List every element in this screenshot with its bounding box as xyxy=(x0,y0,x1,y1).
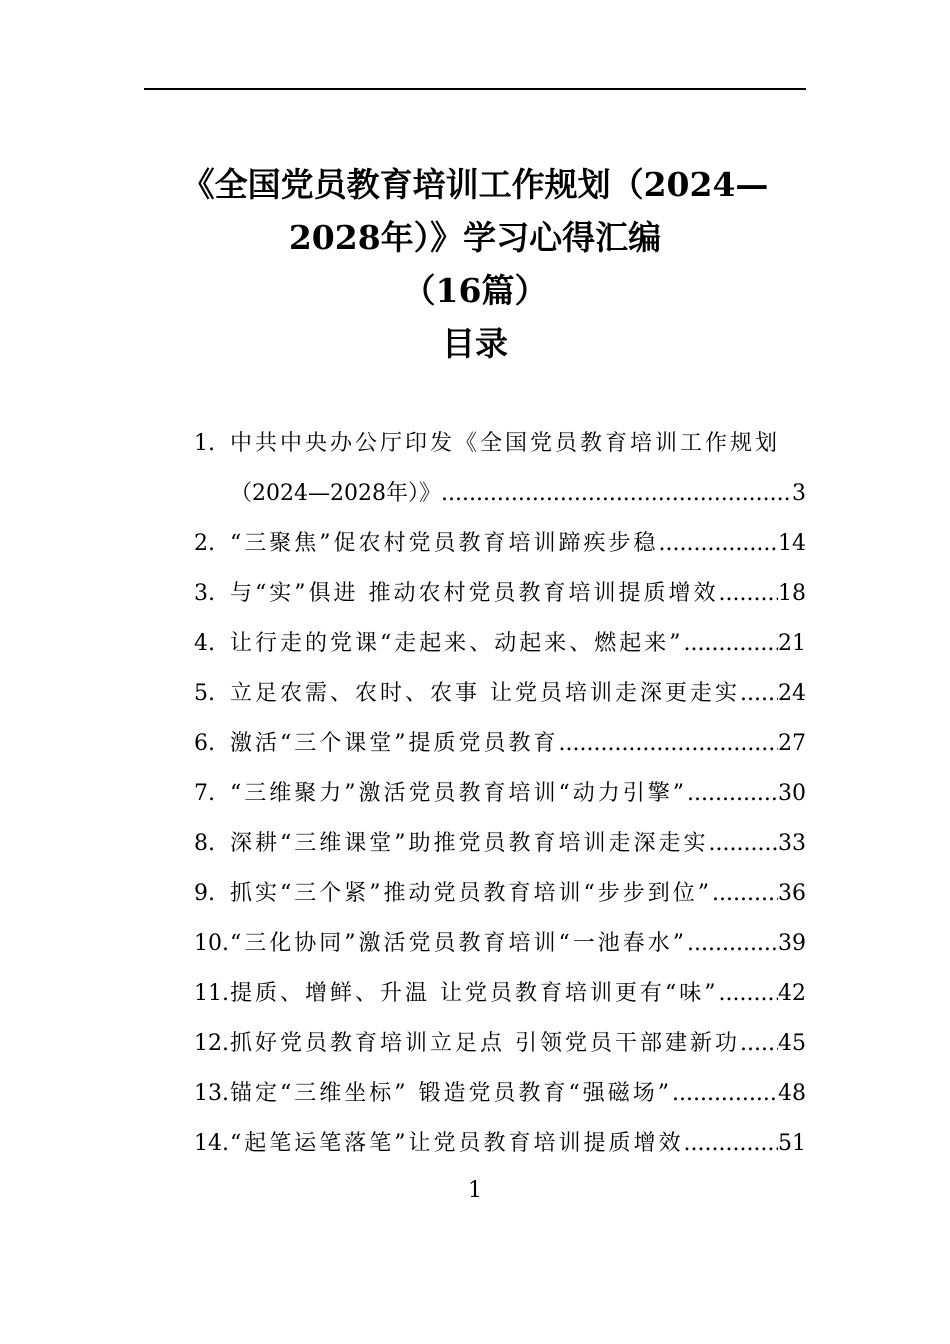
toc-leader-dots xyxy=(719,969,779,1019)
toc-entry-number: 14. xyxy=(194,1131,229,1156)
toc-entry-page: 45 xyxy=(778,1031,806,1056)
toc-entry-page: 24 xyxy=(778,681,806,706)
toc-entry-number: 6. xyxy=(194,731,215,756)
toc-entry-title: 锚定“三维坐标” 锻造党员教育“强磁场” xyxy=(230,1081,672,1106)
toc-entry-title: 立足农需、农时、农事 让党员培训走深更走实 xyxy=(230,681,740,706)
toc-entry-number: 10. xyxy=(194,931,229,956)
toc-entry-page: 33 xyxy=(778,831,806,856)
toc-entry-title: 中共中央办公厅印发《全国党员教育培训工作规划 xyxy=(230,431,781,456)
table-of-contents xyxy=(194,419,806,1169)
toc-leader-dots xyxy=(684,619,779,669)
toc-leader-dots xyxy=(659,519,779,569)
toc-entry-number: 9. xyxy=(194,881,215,906)
toc-entry-number: 7. xyxy=(194,781,215,806)
toc-entry-number: 12. xyxy=(194,1031,229,1056)
toc-leader-dots xyxy=(559,719,779,769)
toc-entry-number: 1. xyxy=(194,431,215,456)
toc-entry[interactable] xyxy=(194,419,806,519)
title-line-2: 2028年）》学习心得汇编 xyxy=(288,218,662,257)
toc-entry-number: 2. xyxy=(194,531,215,556)
toc-entry-page: 30 xyxy=(778,781,806,806)
toc-entry-title: 提质、增鲜、升温 让党员教育培训更有“味” xyxy=(230,981,719,1006)
toc-entry-title: “三化协同”激活党员教育培训“一池春水” xyxy=(230,931,687,956)
toc-entry-title: 与“实”俱进 推动农村党员教育培训提质增效 xyxy=(230,581,719,606)
toc-leader-dots xyxy=(687,919,778,969)
toc-entry[interactable] xyxy=(194,1119,806,1169)
toc-entry-page: 51 xyxy=(778,1131,806,1156)
toc-entry[interactable] xyxy=(194,819,806,869)
toc-entry-page: 42 xyxy=(778,981,806,1006)
toc-entry[interactable] xyxy=(194,619,806,669)
toc-entry-title: 抓实“三个紧”推动党员教育培训“步步到位” xyxy=(230,881,712,906)
title-line-3: （16篇） xyxy=(402,271,548,310)
header-rule xyxy=(144,88,806,90)
toc-entry-page: 48 xyxy=(778,1081,806,1106)
toc-entry-title: “三维聚力”激活党员教育培训“动力引擎” xyxy=(230,781,687,806)
toc-leader-dots xyxy=(740,669,778,719)
document-title xyxy=(100,158,850,370)
toc-entry-number: 11. xyxy=(194,981,229,1006)
toc-heading: 目录 xyxy=(442,324,508,363)
toc-leader-dots xyxy=(672,1069,778,1119)
toc-entry[interactable] xyxy=(194,919,806,969)
toc-entry-page: 27 xyxy=(778,731,806,756)
toc-entry-number: 5. xyxy=(194,681,215,706)
toc-entry-number: 13. xyxy=(194,1081,229,1106)
toc-entry-number: 8. xyxy=(194,831,215,856)
toc-entry-title: “三聚焦”促农村党员教育培训蹄疾步稳 xyxy=(230,531,659,556)
toc-entry[interactable] xyxy=(194,519,806,569)
toc-entry[interactable] xyxy=(194,769,806,819)
toc-entry-title: 抓好党员教育培训立足点 引领党员干部建新功 xyxy=(230,1031,740,1056)
toc-entry-page: 14 xyxy=(778,531,806,556)
toc-leader-dots xyxy=(709,819,779,869)
toc-entry-number: 3. xyxy=(194,581,215,606)
toc-entry-number: 4. xyxy=(194,631,215,656)
title-line-1: 《全国党员教育培训工作规划（2024— xyxy=(181,165,769,204)
toc-entry[interactable] xyxy=(194,869,806,919)
toc-entry-page: 18 xyxy=(778,581,806,606)
toc-entry[interactable] xyxy=(194,1019,806,1069)
toc-entry[interactable] xyxy=(194,569,806,619)
toc-entry-title: 激活“三个课堂”提质党员教育 xyxy=(230,731,559,756)
toc-entry-page: 36 xyxy=(778,881,806,906)
toc-entry-title: 深耕“三维课堂”助推党员教育培训走深走实 xyxy=(230,831,709,856)
toc-entry[interactable] xyxy=(194,669,806,719)
toc-leader-dots xyxy=(687,769,778,819)
toc-entry-page: 39 xyxy=(778,931,806,956)
toc-entry-page: 3 xyxy=(792,481,806,506)
page-number: 1 xyxy=(468,1178,482,1203)
toc-leader-dots xyxy=(740,1019,778,1069)
toc-leader-dots xyxy=(441,469,792,519)
toc-leader-dots xyxy=(719,569,779,619)
toc-entry[interactable] xyxy=(194,969,806,1019)
toc-entry-title: 让行走的党课“走起来、动起来、燃起来” xyxy=(230,631,684,656)
toc-entry[interactable] xyxy=(194,719,806,769)
toc-entry-title-continued: （2024—2028年）》 xyxy=(230,481,441,506)
toc-leader-dots xyxy=(712,869,778,919)
toc-entry-title: “起笔运笔落笔”让党员教育培训提质增效 xyxy=(230,1131,684,1156)
toc-entry[interactable] xyxy=(194,1069,806,1119)
toc-leader-dots xyxy=(684,1119,779,1169)
toc-entry-page: 21 xyxy=(778,631,806,656)
